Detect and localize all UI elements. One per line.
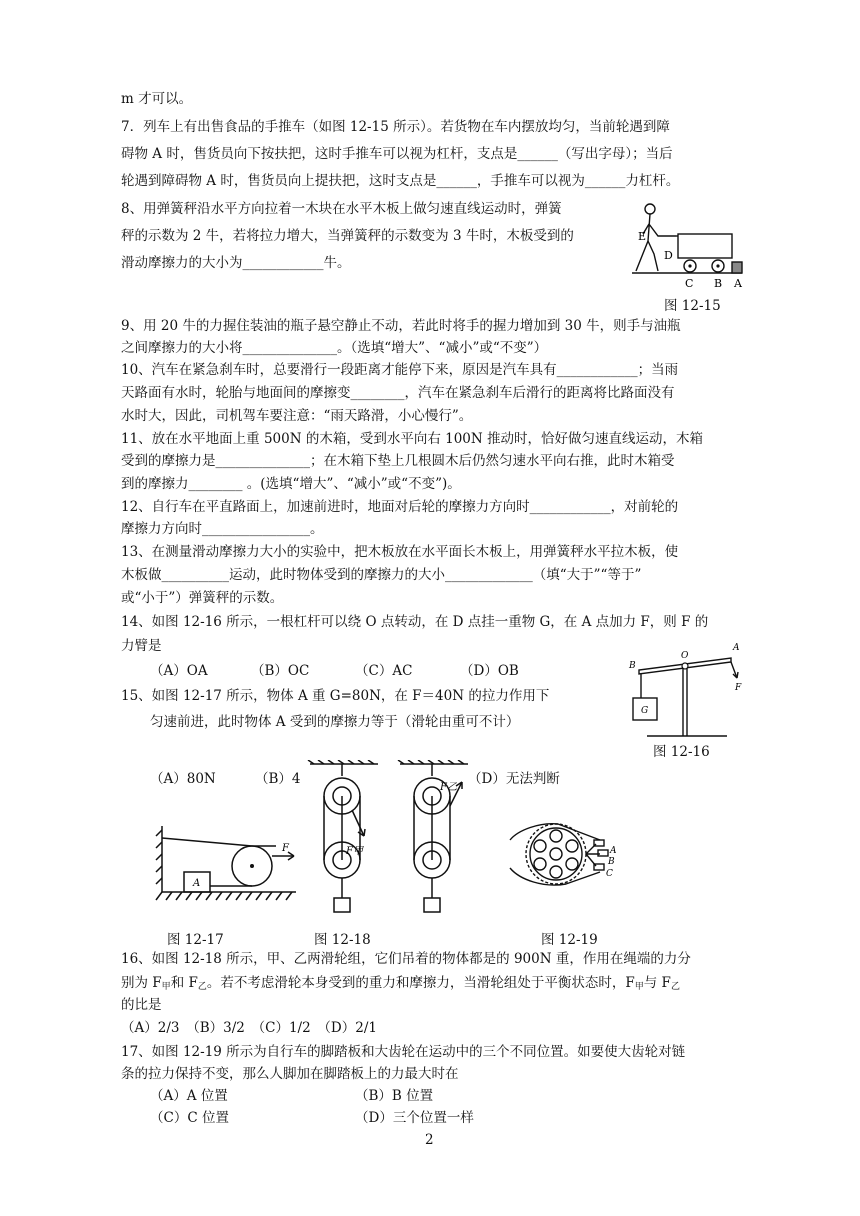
options-16: （A）2/3 （B）3/2 （C）1/2 （D）2/1 — [121, 1020, 377, 1036]
option-17-a: （A）A 位置 — [150, 1088, 228, 1104]
caption-12-15: 图 12-15 — [664, 298, 721, 314]
question-10: 10、汽车在紧急刹车时，总要滑行一段距离才能停下来，原因是汽车具有____________；当雨 — [121, 362, 679, 378]
text-line: 轮遇到障碍物 A 时，售货员向上提扶把，这时支点是______，手推车可以视为______力杠杆。 — [121, 173, 680, 189]
text-line: 之间摩擦力的大小将______________。（选填“增大”、“减小”或“不变”） — [121, 340, 548, 356]
question-11: 11、放在水平地面上重 500N 的木箱，受到水平向右 100N 推动时，恰好做匀速直线运动，木箱 — [121, 431, 704, 447]
subscript: 甲 — [634, 982, 644, 992]
caption-12-19: 图 12-19 — [541, 932, 598, 948]
subscript: 甲 — [161, 982, 171, 992]
subscript: 乙 — [670, 982, 680, 992]
fig-label: B — [714, 277, 723, 290]
question-16: 16、如图 12-18 所示，甲、乙两滑轮组，它们吊着的物体都是的 900N 重，作用在绳端的力分 — [121, 951, 691, 967]
fig-label: A — [734, 277, 742, 290]
text-span: 。若不考虑滑轮本身受到的重力和摩擦力，当滑轮组处于平衡状态时，F — [206, 975, 635, 991]
fig-label: B — [608, 857, 615, 867]
question-12: 12、自行车在平直路面上，加速前进时，地面对后轮的摩擦力方向时____________，对前轮的 — [121, 499, 679, 515]
text-line: 水时大，因此，司机驾车要注意：“雨天路滑，小心慢行”。 — [121, 408, 473, 424]
fig-label: A — [733, 643, 740, 653]
figure-12-18 — [302, 760, 472, 918]
option-14-a: （A）OA — [150, 663, 208, 679]
fig-label: D — [664, 249, 673, 262]
fig-label: C — [606, 869, 613, 879]
text-line: 秤的示数为 2 牛，若将拉力增大，当弹簧秤的示数变为 3 牛时，木板受到的 — [121, 228, 574, 244]
question-9: 9、用 20 牛的力握住装油的瓶子悬空静止不动，若此时将手的握力增加到 30 牛，则手与油瓶 — [121, 318, 681, 334]
fig-label: F — [282, 843, 289, 854]
question-13: 13、在测量滑动摩擦力大小的实验中，把木板放在水平面长木板上，用弹簧秤水平拉木板，使 — [121, 544, 679, 560]
option-15-b: （B）4 — [255, 771, 301, 787]
text-line: 木板做__________运动，此时物体受到的摩擦力的大小_____________（填“大于”“等于” — [121, 567, 642, 583]
text-span: 的 — [121, 997, 135, 1013]
option-14-b: （B）OC — [251, 663, 310, 679]
question-7: 7．列车上有出售食品的手推车（如图 12-15 所示）。若货物在车内摆放均匀，当前轮遇到障 — [121, 119, 670, 135]
text-span: 比是 — [134, 997, 162, 1013]
fig-label: F乙 — [440, 782, 457, 793]
figure-12-16 — [627, 632, 747, 742]
fig-label: A — [193, 878, 201, 889]
text-line: 条的拉力保持不变，那么人脚加在脚踏板上的力最大时在 — [121, 1066, 459, 1082]
option-15-a: （A）80N — [150, 771, 216, 787]
text-line: 天路面有水时，轮胎与地面间的摩擦变________，汽车在紧急刹车后滑行的距离将比路面没有 — [121, 385, 675, 401]
caption-12-16: 图 12-16 — [653, 744, 710, 760]
question-14: 14、如图 12-16 所示，一根杠杆可以绕 O 点转动，在 D 点挂一重物 G，在 A 点加力 F，则 F 的 — [121, 614, 709, 630]
text-line: 碍物 A 时，售货员向下按扶把，这时手推车可以视为杠杆，支点是______（写出字母）；当后 — [121, 146, 673, 162]
option-14-d: （D）OB — [460, 663, 519, 679]
question-17: 17、如图 12-19 所示为自行车的脚踏板和大齿轮在运动中的三个不同位置。如要使大齿轮对链 — [121, 1044, 686, 1060]
text-line: 力臂是 — [121, 638, 162, 654]
text-line — [121, 973, 680, 997]
text-line: 摩擦力方向时________________。 — [121, 521, 324, 537]
figure-12-19 — [500, 810, 622, 894]
text-line: 到的摩擦力________ 。(选填“增大”、“减小”或“不变”)。 — [121, 476, 461, 492]
fig-label: A — [610, 846, 617, 856]
option-17-c: （C）C 位置 — [150, 1110, 229, 1126]
fig-label: B — [629, 661, 636, 671]
text-line: 滑动摩擦力的大小为____________牛。 — [121, 255, 351, 271]
text-span: 和 F — [170, 975, 198, 991]
fig-label: G — [641, 706, 649, 716]
fig-label: F — [735, 683, 742, 693]
option-15-d: （D）无法判断 — [468, 771, 560, 787]
text-line: 受到的摩擦力是______________；在木箱下垫上几根圆木后仍然匀速水平向右推，此时木箱受 — [121, 453, 675, 469]
figure-12-17 — [150, 820, 300, 910]
fig-label: C — [685, 277, 694, 290]
caption-12-17: 图 12-17 — [167, 932, 224, 948]
text-line: 匀速前进，此时物体 A 受到的摩擦力等于（滑轮由重可不计） — [150, 714, 520, 730]
subscript: 乙 — [197, 982, 207, 992]
fig-label: O — [681, 651, 689, 661]
option-17-d: （D）三个位置一样 — [355, 1110, 474, 1126]
page-number: 2 — [425, 1132, 434, 1148]
option-14-c: （C）AC — [355, 663, 413, 679]
question-15: 15、如图 12-17 所示，物体 A 重 G=80N，在 F＝40N 的拉力作用下 — [121, 688, 550, 704]
text-line — [121, 995, 162, 1015]
text-line: m 才可以。 — [121, 91, 193, 107]
figure-12-15 — [628, 196, 746, 292]
text-line: 或“小于”）弹簧秤的示数。 — [121, 590, 284, 606]
question-8: 8、用弹簧秤沿水平方向拉着一木块在水平木板上做匀速直线运动时，弹簧 — [121, 201, 562, 217]
fig-label: E — [638, 230, 647, 243]
fig-label: F甲 — [346, 846, 363, 857]
caption-12-18: 图 12-18 — [314, 932, 371, 948]
option-17-b: （B）B 位置 — [355, 1088, 434, 1104]
text-span: 别为 F — [121, 975, 162, 991]
text-span: 与 F — [643, 975, 671, 991]
